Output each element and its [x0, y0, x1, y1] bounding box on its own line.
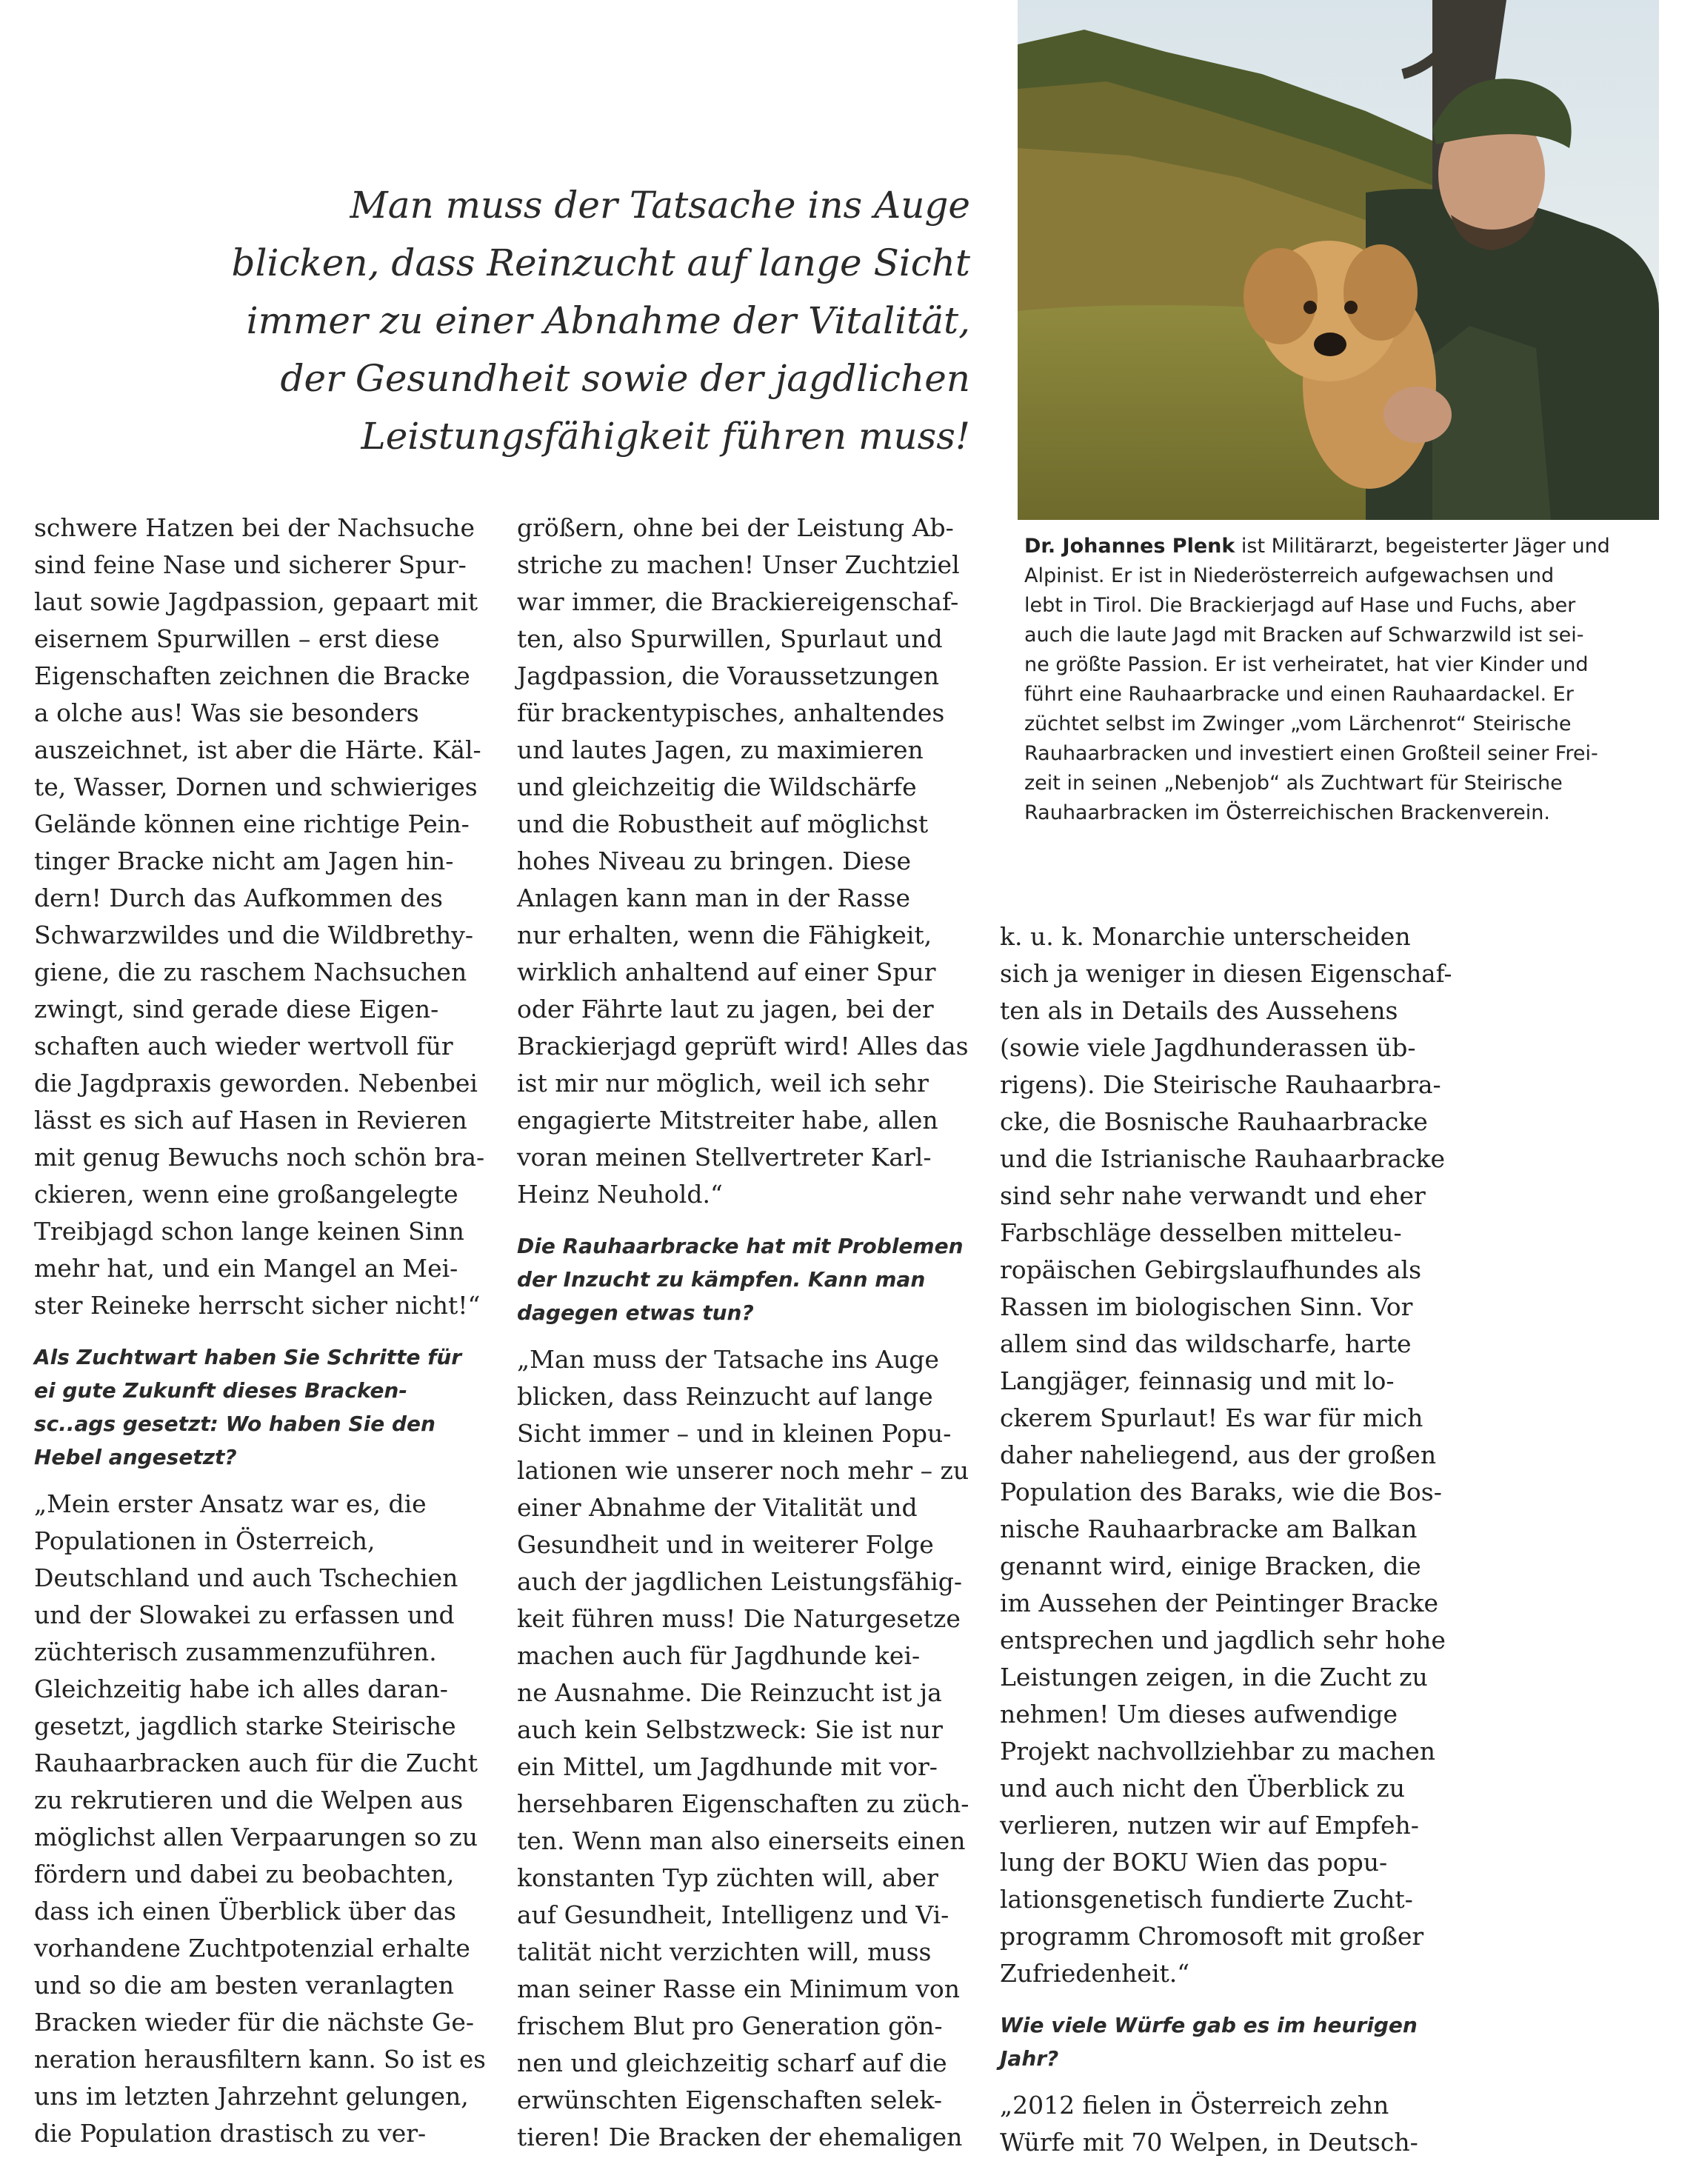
text-line: programm Chromosoft mit großer — [1000, 1922, 1424, 1951]
text-line: Treibjagd schon lange keinen Sinn — [34, 1217, 464, 1246]
text-line: und lautes Jagen, zu maximieren — [517, 735, 924, 764]
caption-name: Dr. Johannes Plenk — [1024, 535, 1235, 558]
text-line: und gleichzeitig die Wildschärfe — [517, 772, 917, 801]
text-line: frischem Blut pro Generation gön- — [517, 2011, 943, 2040]
text-line: Jagdpassion, die Voraussetzungen — [517, 661, 940, 690]
text-line: oder Fährte laut zu jagen, bei der — [517, 995, 934, 1023]
text-line: (sowie viele Jagdhunderassen üb- — [1000, 1033, 1416, 1062]
text-line: auszeichnet, ist aber die Härte. Käl- — [34, 735, 481, 764]
col2-paragraph-2 — [517, 1341, 969, 2156]
text-line: fördern und dabei zu beobachten, — [34, 1860, 455, 1889]
text-line: ropäischen Gebirgslaufhundes als — [1000, 1255, 1422, 1284]
pull-quote — [222, 176, 970, 465]
text-line: auch die laute Jagd mit Bracken auf Schwarzwild ist sei- — [1024, 624, 1584, 647]
text-line: blicken, dass Reinzucht auf lange Sicht — [231, 241, 970, 284]
text-line: züchterisch zusammenzuführen. — [34, 1637, 437, 1666]
text-line: Hebel angesetzt? — [34, 1445, 237, 1469]
text-line: neration herausfiltern kann. So ist es — [34, 2045, 486, 2074]
text-line: zu rekrutieren und die Welpen aus — [34, 1786, 464, 1814]
text-line: tinger Bracke nicht am Jagen hin- — [34, 846, 454, 875]
text-line: Brackierjagd geprüft wird! Alles das — [517, 1032, 969, 1061]
col1-paragraph-1 — [34, 510, 486, 1324]
text-line: mit genug Bewuchs noch schön bra- — [34, 1143, 485, 1172]
text-line: Jahr? — [1000, 2046, 1059, 2071]
text-line: Deutschland und auch Tschechien — [34, 1563, 458, 1592]
text-line: daher naheliegend, aus der großen — [1000, 1440, 1437, 1469]
text-line: lationsgenetisch fundierte Zucht- — [1000, 1885, 1413, 1914]
text-line: Würfe mit 70 Welpen, in Deutsch- — [1000, 2128, 1418, 2157]
hunter-with-dog-image — [1018, 0, 1659, 520]
text-line: talität nicht verzichten will, muss — [517, 1937, 932, 1966]
text-line: „2012 fielen in Österreich zehn — [1000, 2091, 1389, 2120]
text-line: k. u. k. Monarchie unterscheiden — [1000, 922, 1411, 951]
text-line: genannt wird, einige Bracken, die — [1000, 1552, 1421, 1580]
portrait-photo — [1018, 0, 1659, 520]
text-line: giene, die zu raschem Nachsuchen — [34, 958, 467, 986]
text-line: lässt es sich auf Hasen in Revieren — [34, 1106, 467, 1135]
text-line: lebt in Tirol. Die Brackierjagd auf Hase und Fuchs, aber — [1024, 594, 1576, 617]
text-line: vorhandene Zuchtpotenzial erhalte — [34, 1934, 470, 1963]
text-line: auch der jagdlichen Leistungsfähig- — [517, 1567, 963, 1596]
text-line: zeit in seinen „Nebenjob“ als Zuchtwart für Steirische — [1024, 772, 1563, 795]
text-line: auch kein Selbstzweck: Sie ist nur — [517, 1715, 943, 1744]
col3-paragraph-2 — [1000, 2087, 1452, 2161]
text-line: blicken, dass Reinzucht auf lange — [517, 1382, 933, 1411]
text-line: ne Ausnahme. Die Reinzucht ist ja — [517, 1678, 942, 1707]
text-line: man seiner Rasse ein Minimum von — [517, 1974, 961, 2003]
text-line: die Jagdpraxis geworden. Nebenbei — [34, 1069, 478, 1098]
text-line: sich ja weniger in diesen Eigenschaf- — [1000, 959, 1452, 988]
text-line: uns im letzten Jahrzehnt gelungen, — [34, 2082, 469, 2111]
text-line: Rauhaarbracken auch für die Zucht — [34, 1749, 478, 1777]
text-line: Farbschläge desselben mitteleu- — [1000, 1218, 1402, 1247]
text-line: der Inzucht zu kämpfen. Kann man — [517, 1267, 926, 1292]
text-line: auf Gesundheit, Intelligenz und Vi- — [517, 1900, 949, 1929]
text-line: Eigenschaften zeichnen die Bracke — [34, 661, 470, 690]
text-line: und der Slowakei zu erfassen und — [34, 1600, 455, 1629]
text-line: Rassen im biologischen Sinn. Vor — [1000, 1292, 1413, 1321]
column-2 — [517, 510, 969, 2156]
text-line: „Mein erster Ansatz war es, die — [34, 1489, 427, 1518]
text-line: ten als in Details des Aussehens — [1000, 996, 1398, 1025]
text-line: keit führen muss! Die Naturgesetze — [517, 1604, 961, 1633]
text-line: Wie viele Würfe gab es im heurigen — [1000, 2013, 1418, 2037]
text-line: dass ich einen Überblick über das — [34, 1897, 456, 1926]
text-line: Man muss der Tatsache ins Auge — [350, 184, 970, 227]
text-line: ckerem Spurlaut! Es war für mich — [1000, 1403, 1423, 1432]
text-line: mehr hat, und ein Mangel an Mei- — [34, 1254, 458, 1283]
text-line: ten, also Spurwillen, Spurlaut und — [517, 624, 943, 653]
text-line: machen auch für Jagdhunde kei- — [517, 1641, 921, 1670]
text-line: Populationen in Österreich, — [34, 1526, 375, 1555]
text-line: Population des Baraks, wie die Bos- — [1000, 1477, 1442, 1506]
text-line: engagierte Mitstreiter habe, allen — [517, 1106, 938, 1135]
text-line: und so die am besten veranlagten — [34, 1971, 454, 2000]
text-line: allem sind das wildscharfe, harte — [1000, 1329, 1412, 1358]
text-line: war immer, die Brackiereigenschaf- — [517, 587, 959, 616]
text-line: sind sehr nahe verwandt und eher — [1000, 1181, 1426, 1210]
text-line: und die Robustheit auf möglichst — [517, 809, 929, 838]
text-line: züchtet selbst im Zwinger „vom Lärchenrot“ Steirische — [1024, 712, 1572, 735]
text-line: die Population drastisch zu ver- — [34, 2119, 427, 2148]
text-line: rigens). Die Steirische Rauhaarbra- — [1000, 1070, 1441, 1099]
text-line: sind feine Nase und sicherer Spur- — [34, 550, 467, 579]
text-line: Bracken wieder für die nächste Ge- — [34, 2008, 475, 2037]
text-line: Alpinist. Er ist in Niederösterreich aufgewachsen und — [1024, 564, 1555, 587]
text-line: nehmen! Um dieses aufwendige — [1000, 1700, 1398, 1729]
text-line: Sicht immer – und in kleinen Popu- — [517, 1419, 952, 1448]
col2-interview-question — [517, 1229, 969, 1329]
text-line: ne größte Passion. Er ist verheiratet, hat vier Kinder und — [1024, 653, 1589, 676]
text-line: nen und gleichzeitig scharf auf die — [517, 2048, 947, 2077]
text-line: te, Wasser, Dornen und schwieriges — [34, 772, 478, 801]
text-line: größern, ohne bei der Leistung Ab- — [517, 513, 954, 542]
col3-paragraph-1 — [1000, 918, 1452, 1992]
text-line: Gleichzeitig habe ich alles daran- — [34, 1674, 448, 1703]
column-1 — [34, 510, 486, 2152]
text-line: Heinz Neuhold.“ — [517, 1180, 723, 1209]
text-line: wirklich anhaltend auf einer Spur — [517, 958, 936, 986]
text-line: immer zu einer Abnahme der Vitalität, — [246, 299, 970, 342]
text-line: und die Istrianische Rauhaarbracke — [1000, 1144, 1446, 1173]
text-line: und auch nicht den Überblick zu — [1000, 1774, 1406, 1803]
col1-interview-question — [34, 1340, 486, 1474]
text-line: Langjäger, feinnasig und mit lo- — [1000, 1366, 1395, 1395]
text-line: dern! Durch das Aufkommen des — [34, 884, 443, 912]
photo-caption — [1024, 532, 1654, 828]
text-line: nische Rauhaarbracke am Balkan — [1000, 1515, 1418, 1543]
text-line: konstanten Typ züchten will, aber — [517, 1863, 938, 1892]
caption-lines — [1024, 561, 1654, 828]
text-line: Projekt nachvollziehbar zu machen — [1000, 1737, 1436, 1766]
text-line: ei gute Zukunft dieses Bracken- — [34, 1378, 407, 1403]
text-line: verlieren, nutzen wir auf Empfeh- — [1000, 1811, 1419, 1840]
text-line: möglichst allen Verpaarungen so zu — [34, 1823, 478, 1851]
text-line: entsprechen und jagdlich sehr hohe — [1000, 1626, 1446, 1654]
text-line: einer Abnahme der Vitalität und — [517, 1493, 918, 1522]
text-line: Schwarzwildes und die Wildbrethy- — [34, 921, 473, 949]
text-line: tieren! Die Bracken der ehemaligen — [517, 2123, 963, 2151]
text-line: sc..ags gesetzt: Wo haben Sie den — [34, 1412, 435, 1436]
text-line: ein Mittel, um Jagdhunde mit vor- — [517, 1752, 938, 1781]
col3-interview-question — [1000, 2008, 1452, 2075]
text-line: ckieren, wenn eine großangelegte — [34, 1180, 458, 1209]
text-line: Als Zuchtwart haben Sie Schritte für — [34, 1345, 462, 1369]
text-line: laut sowie Jagdpassion, gepaart mit — [34, 587, 478, 616]
text-line: a olche aus! Was sie besonders — [34, 698, 419, 727]
text-line: ster Reineke herrscht sicher nicht!“ — [34, 1291, 481, 1320]
text-line: Leistungen zeigen, in die Zucht zu — [1000, 1663, 1428, 1692]
text-line: striche zu machen! Unser Zuchtziel — [517, 550, 960, 579]
text-line: dagegen etwas tun? — [517, 1300, 754, 1325]
text-line: gesetzt, jagdlich starke Steirische — [34, 1712, 456, 1740]
text-line: im Aussehen der Peintinger Bracke — [1000, 1589, 1439, 1617]
text-line: hohes Niveau zu bringen. Diese — [517, 846, 912, 875]
text-line: ist mir nur möglich, weil ich sehr — [517, 1069, 929, 1098]
text-line: ten. Wenn man also einerseits einen — [517, 1826, 966, 1855]
col1-paragraph-2 — [34, 1486, 486, 2152]
text-line: cke, die Bosnische Rauhaarbracke — [1000, 1107, 1428, 1136]
text-line: Gesundheit und in weiterer Folge — [517, 1530, 934, 1559]
text-line: „Man muss der Tatsache ins Auge — [517, 1345, 939, 1374]
text-line: für brackentypisches, anhaltendes — [517, 698, 945, 727]
text-line: erwünschten Eigenschaften selek- — [517, 2086, 943, 2114]
text-line: der Gesundheit sowie der jagdlichen — [280, 357, 970, 400]
text-line: schwere Hatzen bei der Nachsuche — [34, 513, 475, 542]
text-line: Die Rauhaarbracke hat mit Problemen — [517, 1234, 964, 1258]
text-line: Leistungsfähigkeit führen muss! — [361, 415, 970, 458]
text-line: Anlagen kann man in der Rasse — [517, 884, 910, 912]
column-3 — [1000, 918, 1452, 2161]
text-line: voran meinen Stellvertreter Karl- — [517, 1143, 932, 1172]
text-line: eisernem Spurwillen – erst diese — [34, 624, 440, 653]
text-line: Gelände können eine richtige Pein- — [34, 809, 470, 838]
caption-first-line — [1024, 532, 1654, 561]
text-line: schaften auch wieder wertvoll für — [34, 1032, 453, 1061]
text-line: Zufriedenheit.“ — [1000, 1959, 1190, 1988]
caption-first-line-rest: ist Militärarzt, begeisterter Jäger und — [1235, 535, 1610, 558]
text-line: führt eine Rauhaarbracke und einen Rauhaardackel. Er — [1024, 683, 1574, 706]
text-line: lationen wie unserer noch mehr – zu — [517, 1456, 969, 1485]
text-line: zwingt, sind gerade diese Eigen- — [34, 995, 439, 1023]
text-line: Rauhaarbracken und investiert einen Großteil seiner Frei- — [1024, 742, 1598, 765]
text-line: lung der BOKU Wien das popu- — [1000, 1848, 1388, 1877]
text-line: Rauhaarbracken im Österreichischen Brackenverein. — [1024, 801, 1550, 824]
text-line: hersehbaren Eigenschaften zu züch- — [517, 1789, 969, 1818]
col2-paragraph-1 — [517, 510, 969, 1213]
text-line: nur erhalten, wenn die Fähigkeit, — [517, 921, 932, 949]
